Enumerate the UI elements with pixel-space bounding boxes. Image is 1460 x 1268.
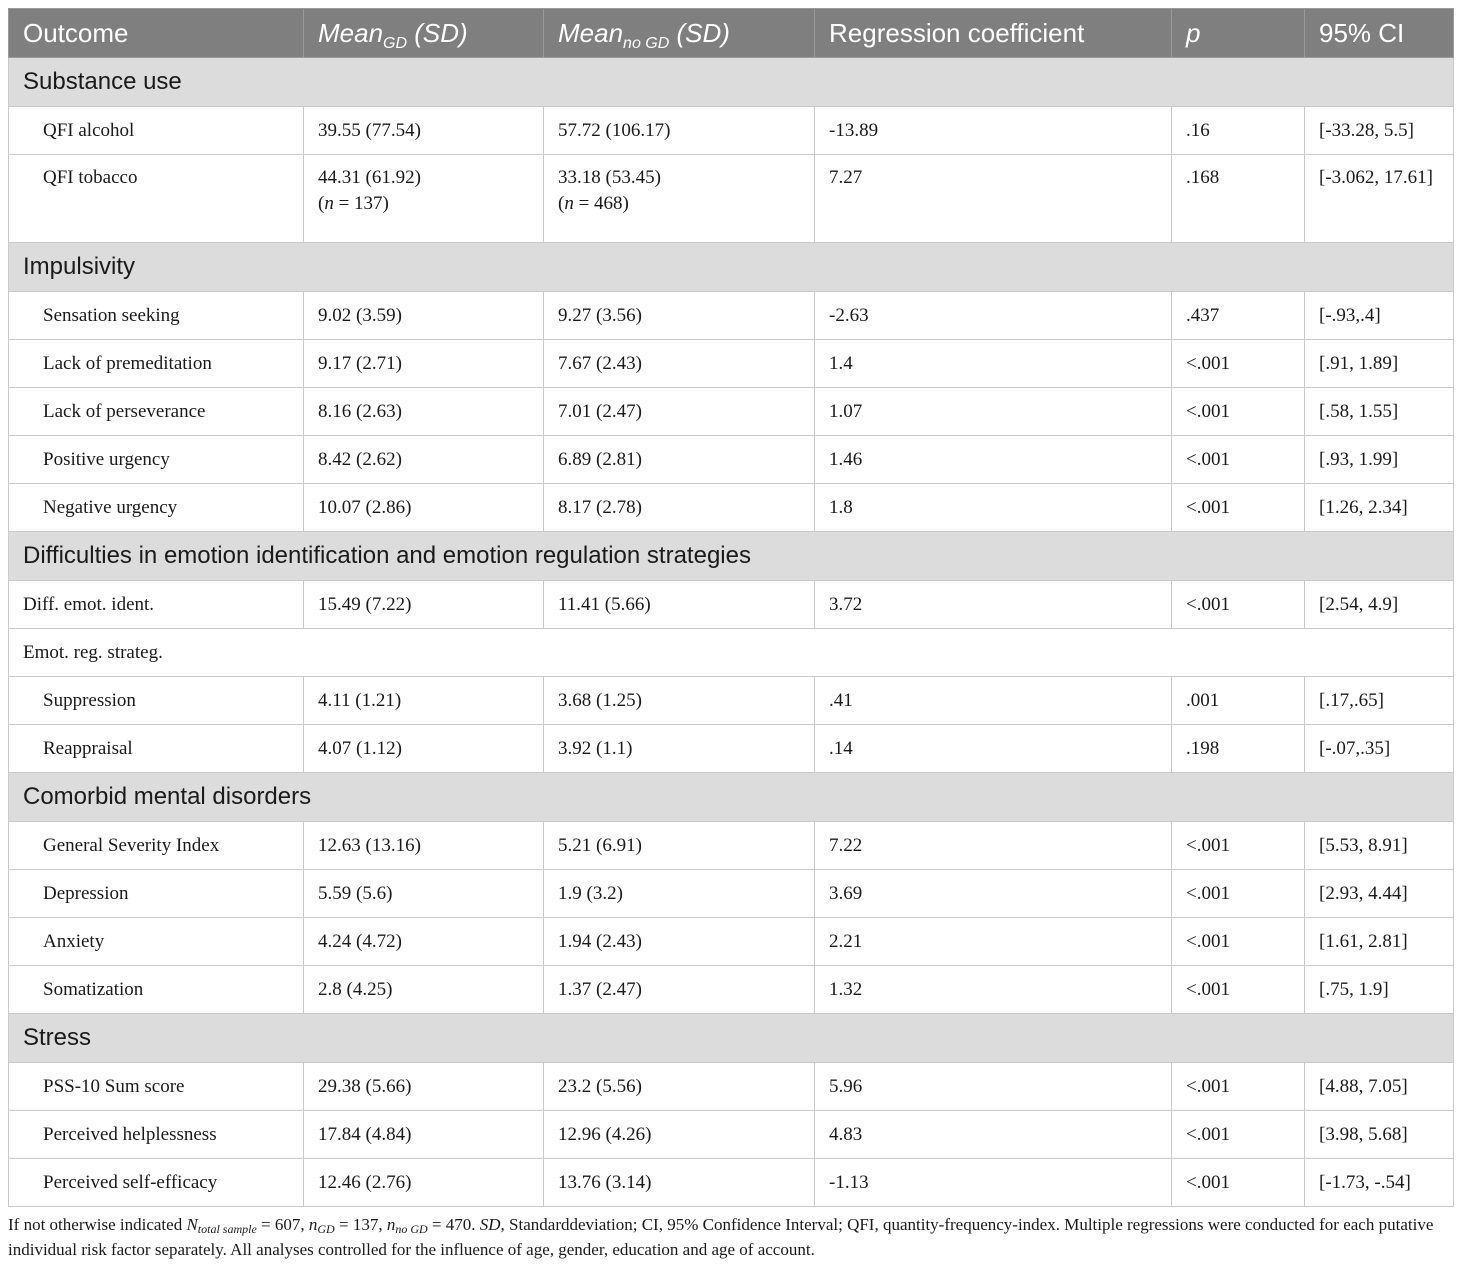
row-label: Suppression	[9, 677, 304, 725]
section-emotion: Difficulties in emotion identification and emotion regulation strategies	[9, 532, 1454, 581]
coefficient-cell: 1.32	[815, 966, 1172, 1014]
results-table	[8, 8, 1454, 1207]
row-label: PSS-10 Sum score	[9, 1063, 304, 1111]
ci-cell: [2.54, 4.9]	[1305, 581, 1454, 629]
p-cell: .198	[1172, 725, 1305, 773]
p-cell: <.001	[1172, 1111, 1305, 1159]
p-cell: <.001	[1172, 340, 1305, 388]
table-row	[9, 1063, 1454, 1111]
mean-gd-cell: 4.11 (1.21)	[304, 677, 544, 725]
coefficient-cell: .41	[815, 677, 1172, 725]
header-outcome: Outcome	[9, 9, 304, 58]
mean-gd-cell: 15.49 (7.22)	[304, 581, 544, 629]
mean-gd-cell: 2.8 (4.25)	[304, 966, 544, 1014]
p-cell: <.001	[1172, 388, 1305, 436]
table-footnote: If not otherwise indicated $N_{total sample} = 607$, $n_{GD} = 137$, $n_{no GD} = 470$. SD, Standarddeviation; CI, 95% Confidence Interval; QFI, quantity-frequency-index. Multiple regressions were conducted for each putative individual risk factor separately. All analyses controlled for the influence of age, gender, education and age of account.	[8, 1215, 1434, 1259]
mean-no-gd-cell: 57.72 (106.17)	[544, 107, 815, 155]
ci-cell: [.75, 1.9]	[1305, 966, 1454, 1014]
section-row	[9, 58, 1454, 107]
header-p: p	[1172, 9, 1305, 58]
coefficient-cell: 5.96	[815, 1063, 1172, 1111]
ci-cell: [.91, 1.89]	[1305, 340, 1454, 388]
table-row	[9, 107, 1454, 155]
header-mean-no-gd: Mean$_{no GD}$ (SD)	[544, 9, 815, 58]
p-cell: .168	[1172, 155, 1305, 243]
p-cell: <.001	[1172, 966, 1305, 1014]
mean-no-gd-cell: 3.92 (1.1)	[544, 725, 815, 773]
coefficient-cell: 3.72	[815, 581, 1172, 629]
table-row	[9, 918, 1454, 966]
p-cell: <.001	[1172, 870, 1305, 918]
mean-gd-cell: 39.55 (77.54)	[304, 107, 544, 155]
subheading-emot-reg: Emot. reg. strateg.	[9, 629, 1454, 677]
row-label: Reappraisal	[9, 725, 304, 773]
row-label: Diff. emot. ident.	[9, 581, 304, 629]
header-mean-gd: Mean$_{GD}$ (SD)	[304, 9, 544, 58]
p-cell: <.001	[1172, 436, 1305, 484]
coefficient-cell: 7.22	[815, 822, 1172, 870]
mean-no-gd-cell	[544, 155, 815, 243]
mean-gd-cell: 9.17 (2.71)	[304, 340, 544, 388]
mean-gd-cell: 4.07 (1.12)	[304, 725, 544, 773]
mean-no-gd-cell: 6.89 (2.81)	[544, 436, 815, 484]
mean-gd-cell	[304, 155, 544, 243]
table-row	[9, 436, 1454, 484]
results-table-container	[8, 8, 1453, 1207]
coefficient-cell: 2.21	[815, 918, 1172, 966]
mean-no-gd-cell: 3.68 (1.25)	[544, 677, 815, 725]
ci-cell: [2.93, 4.44]	[1305, 870, 1454, 918]
p-cell: <.001	[1172, 918, 1305, 966]
mean-gd-cell: 29.38 (5.66)	[304, 1063, 544, 1111]
ci-cell: [3.98, 5.68]	[1305, 1111, 1454, 1159]
p-cell: <.001	[1172, 1159, 1305, 1207]
section-row	[9, 243, 1454, 292]
p-cell: .16	[1172, 107, 1305, 155]
ci-cell: [.17,.65]	[1305, 677, 1454, 725]
row-label: Positive urgency	[9, 436, 304, 484]
row-label: Depression	[9, 870, 304, 918]
mean-no-gd-cell: 5.21 (6.91)	[544, 822, 815, 870]
n-note: (n = 468)	[558, 193, 629, 214]
ci-cell: [-.07,.35]	[1305, 725, 1454, 773]
section-comorbid: Comorbid mental disorders	[9, 773, 1454, 822]
coefficient-cell: 1.8	[815, 484, 1172, 532]
p-cell: <.001	[1172, 484, 1305, 532]
table-row	[9, 1111, 1454, 1159]
table-row	[9, 292, 1454, 340]
ci-cell: [-33.28, 5.5]	[1305, 107, 1454, 155]
coefficient-cell: .14	[815, 725, 1172, 773]
table-row	[9, 155, 1454, 243]
mean-no-gd-cell: 23.2 (5.56)	[544, 1063, 815, 1111]
coefficient-cell: 4.83	[815, 1111, 1172, 1159]
coefficient-cell: -13.89	[815, 107, 1172, 155]
table-row	[9, 484, 1454, 532]
ci-cell: [-1.73, -.54]	[1305, 1159, 1454, 1207]
section-row	[9, 773, 1454, 822]
mean-gd-cell: 9.02 (3.59)	[304, 292, 544, 340]
row-label: Perceived self-efficacy	[9, 1159, 304, 1207]
section-stress: Stress	[9, 1014, 1454, 1063]
table-row	[9, 966, 1454, 1014]
mean-no-gd-cell: 11.41 (5.66)	[544, 581, 815, 629]
mean-gd-cell: 8.16 (2.63)	[304, 388, 544, 436]
header-ci: 95% CI	[1305, 9, 1454, 58]
p-cell: <.001	[1172, 581, 1305, 629]
mean-no-gd-cell: 12.96 (4.26)	[544, 1111, 815, 1159]
row-label: Anxiety	[9, 918, 304, 966]
section-substance-use: Substance use	[9, 58, 1454, 107]
ci-cell: [4.88, 7.05]	[1305, 1063, 1454, 1111]
coefficient-cell: 1.46	[815, 436, 1172, 484]
ci-cell: [.58, 1.55]	[1305, 388, 1454, 436]
n-note: (n = 137)	[318, 193, 389, 214]
row-label: Somatization	[9, 966, 304, 1014]
mean-no-gd-cell: 1.9 (3.2)	[544, 870, 815, 918]
p-cell: .437	[1172, 292, 1305, 340]
mean-gd-cell: 12.46 (2.76)	[304, 1159, 544, 1207]
row-label: Perceived helplessness	[9, 1111, 304, 1159]
coefficient-cell: 1.07	[815, 388, 1172, 436]
mean-gd-cell: 5.59 (5.6)	[304, 870, 544, 918]
ci-cell: [1.61, 2.81]	[1305, 918, 1454, 966]
header-regression-coefficient: Regression coefficient	[815, 9, 1172, 58]
mean-no-gd-cell: 7.67 (2.43)	[544, 340, 815, 388]
ci-cell: [-3.062, 17.61]	[1305, 155, 1454, 243]
section-row	[9, 532, 1454, 581]
mean-gd-cell: 8.42 (2.62)	[304, 436, 544, 484]
mean-value: 33.18 (53.45)	[558, 167, 661, 188]
coefficient-cell: -2.63	[815, 292, 1172, 340]
section-impulsivity: Impulsivity	[9, 243, 1454, 292]
mean-no-gd-cell: 1.37 (2.47)	[544, 966, 815, 1014]
row-label: QFI alcohol	[9, 107, 304, 155]
table-row	[9, 870, 1454, 918]
ci-cell: [.93, 1.99]	[1305, 436, 1454, 484]
coefficient-cell: -1.13	[815, 1159, 1172, 1207]
table-row	[9, 340, 1454, 388]
section-row	[9, 1014, 1454, 1063]
coefficient-cell: 3.69	[815, 870, 1172, 918]
table-row	[9, 677, 1454, 725]
mean-no-gd-cell: 8.17 (2.78)	[544, 484, 815, 532]
mean-gd-cell: 17.84 (4.84)	[304, 1111, 544, 1159]
table-row	[9, 581, 1454, 629]
row-label: Lack of premeditation	[9, 340, 304, 388]
coefficient-cell: 7.27	[815, 155, 1172, 243]
mean-value: 44.31 (61.92)	[318, 167, 421, 188]
row-label: QFI tobacco	[9, 155, 304, 243]
row-label: Negative urgency	[9, 484, 304, 532]
header-row	[9, 9, 1454, 58]
mean-no-gd-cell: 1.94 (2.43)	[544, 918, 815, 966]
p-cell: <.001	[1172, 1063, 1305, 1111]
table-row	[9, 1159, 1454, 1207]
ci-cell: [-.93,.4]	[1305, 292, 1454, 340]
subheading-row	[9, 629, 1454, 677]
mean-gd-cell: 4.24 (4.72)	[304, 918, 544, 966]
row-label: Sensation seeking	[9, 292, 304, 340]
coefficient-cell: 1.4	[815, 340, 1172, 388]
mean-no-gd-cell: 13.76 (3.14)	[544, 1159, 815, 1207]
ci-cell: [1.26, 2.34]	[1305, 484, 1454, 532]
row-label: General Severity Index	[9, 822, 304, 870]
p-cell: .001	[1172, 677, 1305, 725]
mean-no-gd-cell: 9.27 (3.56)	[544, 292, 815, 340]
mean-gd-cell: 12.63 (13.16)	[304, 822, 544, 870]
table-row	[9, 822, 1454, 870]
table-row	[9, 725, 1454, 773]
ci-cell: [5.53, 8.91]	[1305, 822, 1454, 870]
mean-no-gd-cell: 7.01 (2.47)	[544, 388, 815, 436]
table-row	[9, 388, 1454, 436]
p-cell: <.001	[1172, 822, 1305, 870]
mean-gd-cell: 10.07 (2.86)	[304, 484, 544, 532]
row-label: Lack of perseverance	[9, 388, 304, 436]
